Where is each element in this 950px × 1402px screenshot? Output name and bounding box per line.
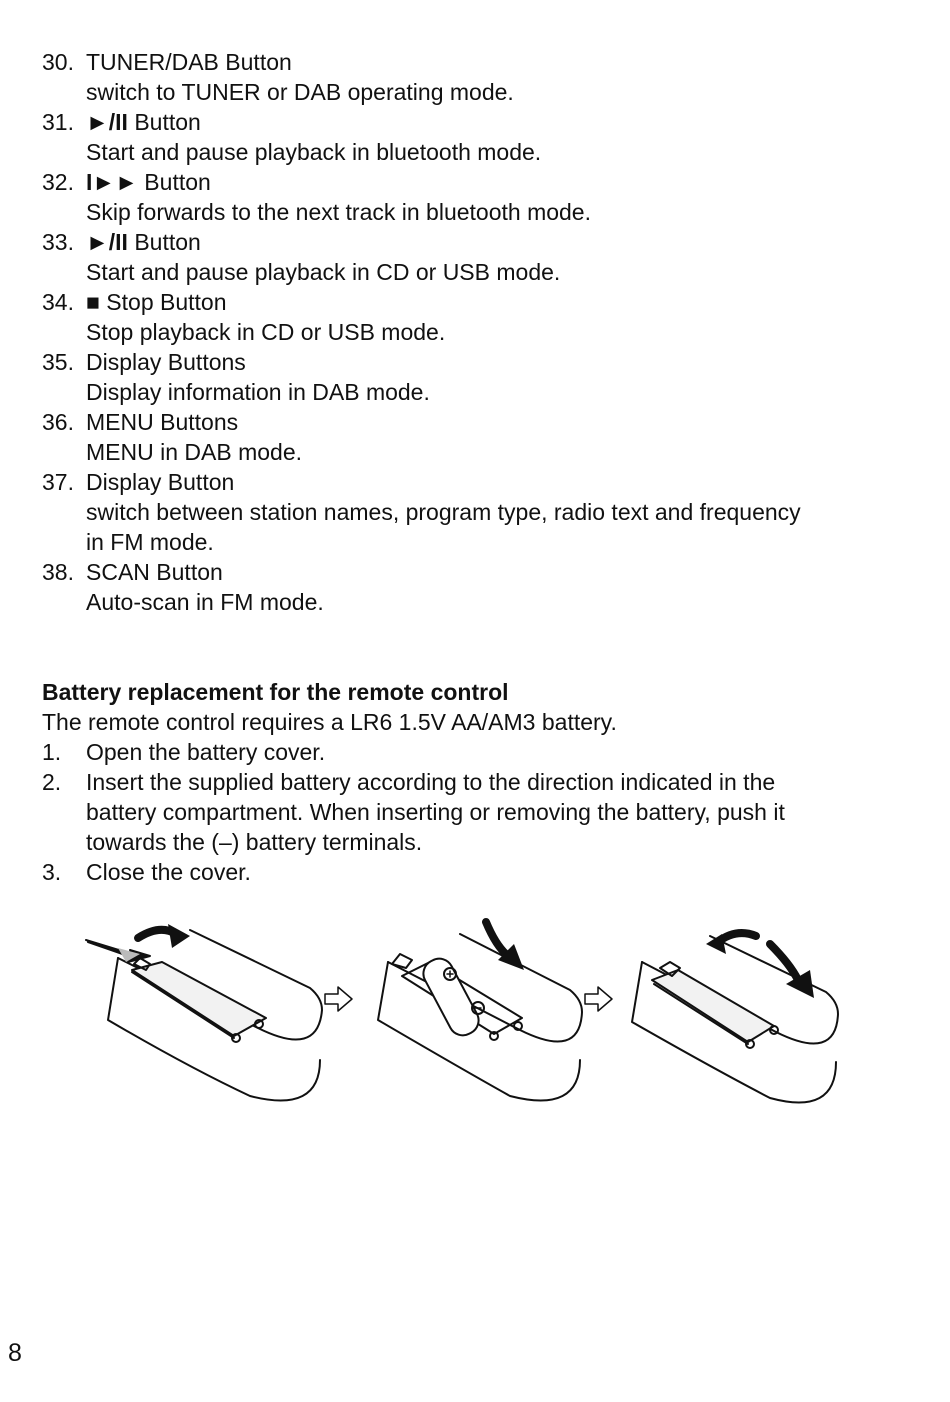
play-pause-symbol: ►/II: [86, 109, 128, 135]
item-title: Display Button: [86, 469, 235, 495]
item-title: ►/II Button: [86, 229, 201, 255]
close-arrow-icon: [706, 933, 814, 998]
section-intro: The remote control requires a LR6 1.5V AA/AM3 battery.: [42, 709, 617, 735]
section-heading: Battery replacement for the remote control: [42, 679, 509, 705]
item-number: 34.: [42, 289, 74, 315]
item-title: ►/II Button: [86, 109, 201, 135]
stop-symbol: ■: [86, 289, 100, 315]
next-step-arrow-icon: [585, 987, 612, 1011]
item-number: 38.: [42, 559, 74, 585]
manual-page: 30. TUNER/DAB Button switch to TUNER or DAB operating mode. 31. ►/II Button Start and pause playback in bluetooth mode. 32. I►► Button Skip forwards to the next track in bluetooth mode. 33. ►/II Button Start and pause playback in CD or USB mode. 34. ■ Stop Button Stop playback in CD or USB mode. 35. Display Buttons Display information in DAB mode. 36. MENU Buttons MENU in DAB mode. 37. Display Button switch between station names, program type, radio text and frequency in FM mode. 38. SCAN Button Auto-scan in FM mode. Battery replacement for the remote control The remote control requires a LR6 1.5V AA/AM3 battery. 1. Open the battery cover. 2. Insert the supplied battery according to the direction indicated in the battery compartment. When inserting or removing the battery, push it towards the (–) battery terminals. 3. Close the cover. 8: [0, 0, 950, 1402]
step-number: 3.: [42, 859, 62, 885]
item-title: SCAN Button: [86, 559, 223, 585]
item-title: MENU Buttons: [86, 409, 239, 435]
remote-insert-battery-figure: [378, 934, 582, 1101]
item-number: 30.: [42, 49, 74, 75]
item-title: I►► Button: [86, 169, 211, 195]
next-step-arrow-icon: [325, 987, 352, 1011]
item-number: 31.: [42, 109, 74, 135]
item-number: 33.: [42, 229, 74, 255]
pull-arrow-icon: [86, 924, 190, 962]
remote-close-cover-figure: [632, 936, 838, 1103]
item-number: 37.: [42, 469, 74, 495]
item-number: 32.: [42, 169, 74, 195]
insert-arrow-icon: [486, 922, 524, 970]
skip-forward-symbol: I►►: [86, 169, 138, 195]
item-number: 35.: [42, 349, 74, 375]
item-title: TUNER/DAB Button: [86, 49, 292, 75]
step-number: 2.: [42, 769, 62, 795]
battery-replacement-illustration: [0, 900, 950, 1140]
page-number: 8: [8, 1339, 22, 1367]
item-title: ■ Stop Button: [86, 289, 227, 315]
item-number: 36.: [42, 409, 74, 435]
step-number: 1.: [42, 739, 62, 765]
item-title: Display Buttons: [86, 349, 246, 375]
play-pause-symbol: ►/II: [86, 229, 128, 255]
